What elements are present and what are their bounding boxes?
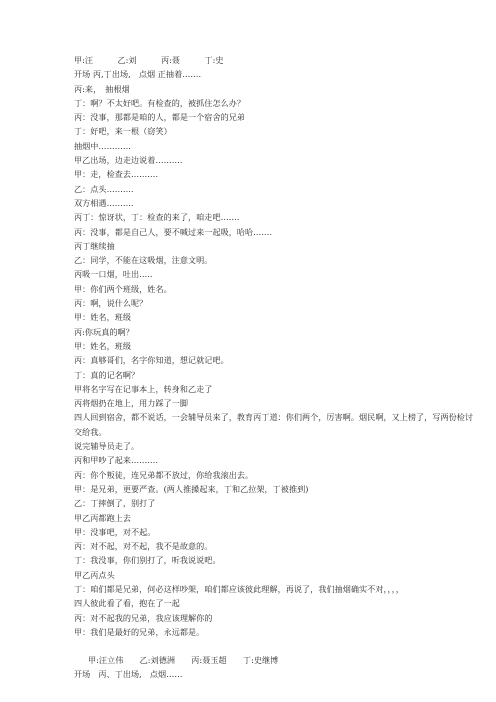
text-line: 丙丁：惊讶状，丁：检查的来了，咱走吧……. <box>74 212 240 223</box>
text-line: 抽烟中………… <box>74 140 132 151</box>
second-cast-header: 甲:汪立伟 乙:刘德洲 丙:聂玉超 丁:史继博 <box>88 655 279 666</box>
text-line: 甲：我们是最好的兄弟，永远都是。 <box>74 626 205 637</box>
text-line: 丁：好吧，来一根（窃笑） <box>74 126 172 137</box>
text-line: 丙将烟扔在地上，用力踩了一脚 <box>74 398 189 409</box>
text-line: 乙：丁摔倒了，别打了 <box>74 498 156 509</box>
text-line: 丁：我没事，你们别打了，听我说说吧。 <box>74 555 221 566</box>
text-line: 丙：啊，说什么呢？ <box>74 298 148 309</box>
spacer <box>74 639 474 653</box>
text-line: 丙丁继续抽 <box>74 240 115 251</box>
text-line: 甲乙出场，边走边说着………. <box>74 155 183 166</box>
text-line: 四人回到宿舍，都不说话，一会辅导员来了，教育丙丁道：你们两个，厉害啊。烟民啊，又上榜了，写两份检讨交给我。 <box>74 412 474 437</box>
text-line: 甲：没事吧，对不起。 <box>74 526 156 537</box>
text-line: 丙：真够哥们，名字你知道，想记就记吧。 <box>74 355 229 366</box>
text-line: 丙吸一口烟，吐出….. <box>74 269 153 280</box>
text-line: 甲：你们两个班级，姓名。 <box>74 283 172 294</box>
text-line: 丁：真的记名啊？ <box>74 369 140 380</box>
text-line: 甲将名字写在记事本上，转身和乙走了 <box>74 383 213 394</box>
text-line: 丙：对不起我的兄弟，我应该理解你的 <box>74 612 213 623</box>
text-line: 丁：咱们都是兄弟，何必这样吵架，咱们都应该彼此理解，再说了，我们抽烟确实不对，，，， <box>74 583 404 594</box>
text-line: 四人彼此看了看，抱在了一起 <box>74 598 180 609</box>
text-line: 丙:你玩真的啊？ <box>74 326 134 337</box>
script-text <box>74 53 474 682</box>
text-line: 丙：没事，都是自己人，要不喊过来一起吸，哈哈……. <box>74 226 273 237</box>
text-line: 甲：是兄弟，更要严查。(两人推搡起来，丁和乙拉架，丁被推到) <box>74 483 309 494</box>
text-line: 说完辅导员走了。 <box>74 441 140 452</box>
text-line: 开场 丙,丁出场, 点烟 正抽着……. <box>74 69 202 80</box>
text-line: 丁：啊？不太好吧。有检查的，被抓住怎么办？ <box>74 97 246 108</box>
text-line: 乙：同学，不能在这吸烟，注意文明。 <box>74 255 213 266</box>
text-line: 丙：对不起，对不起，我不是故意的。 <box>74 541 213 552</box>
text-line: 丙:来， 抽根烟 <box>74 83 130 94</box>
text-line: 甲乙丙都跑上去 <box>74 512 132 523</box>
text-line: 甲：姓名，班级 <box>74 312 132 323</box>
text-line: 丙：你个叛徒，连兄弟都不放过，你给我滚出去。 <box>74 469 254 480</box>
cast-header: 甲:汪 乙:刘 丙:聂 丁:史 <box>74 55 224 65</box>
text-line: 双方相遇………. <box>74 197 134 208</box>
text-line: 丙和甲吵了起来………. <box>74 455 159 466</box>
text-line: 甲：姓名，班级 <box>74 340 132 351</box>
text-line: 甲：走，检查去………. <box>74 169 159 180</box>
text-line: 乙：点头………. <box>74 183 134 194</box>
text-line: 甲乙丙点头 <box>74 569 115 580</box>
text-line: 丙：没事，那都是咱的人，都是一个宿舍的兄弟 <box>74 112 246 123</box>
text-line: 开场 丙、丁出场, 点烟…… <box>74 669 183 680</box>
